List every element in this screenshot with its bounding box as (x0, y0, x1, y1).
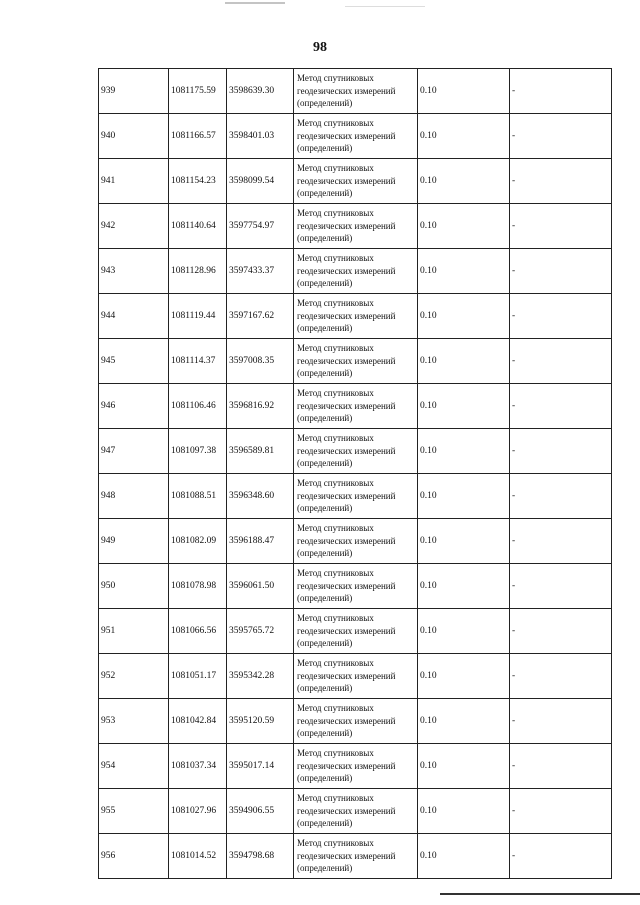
table-row (99, 429, 612, 474)
method-cell: Метод спутниковых геодезических измерений (определений) (294, 609, 418, 654)
x-coordinate-cell: 1081140.64 (169, 204, 227, 249)
note-cell: - (510, 519, 612, 564)
point-number-cell: 941 (99, 159, 169, 204)
y-coordinate-cell: 3597008.35 (227, 339, 294, 384)
method-cell: Метод спутниковых геодезических измерений (определений) (294, 114, 418, 159)
accuracy-cell: 0.10 (418, 834, 510, 879)
note-cell: - (510, 609, 612, 654)
y-coordinate-cell: 3595342.28 (227, 654, 294, 699)
table-row (99, 654, 612, 699)
table-row (99, 114, 612, 159)
note-cell: - (510, 339, 612, 384)
y-coordinate-cell: 3596589.81 (227, 429, 294, 474)
x-coordinate-cell: 1081166.57 (169, 114, 227, 159)
method-cell: Метод спутниковых геодезических измерений (определений) (294, 69, 418, 114)
note-cell: - (510, 789, 612, 834)
x-coordinate-cell: 1081106.46 (169, 384, 227, 429)
scan-artifact (225, 2, 285, 4)
method-cell: Метод спутниковых геодезических измерений (определений) (294, 339, 418, 384)
point-number-cell: 952 (99, 654, 169, 699)
x-coordinate-cell: 1081051.17 (169, 654, 227, 699)
point-number-cell: 950 (99, 564, 169, 609)
note-cell: - (510, 744, 612, 789)
note-cell: - (510, 834, 612, 879)
point-number-cell: 951 (99, 609, 169, 654)
y-coordinate-cell: 3594798.68 (227, 834, 294, 879)
method-cell: Метод спутниковых геодезических измерений (определений) (294, 294, 418, 339)
accuracy-cell: 0.10 (418, 789, 510, 834)
y-coordinate-cell: 3595120.59 (227, 699, 294, 744)
table-row (99, 609, 612, 654)
note-cell: - (510, 294, 612, 339)
point-number-cell: 940 (99, 114, 169, 159)
accuracy-cell: 0.10 (418, 159, 510, 204)
table-row (99, 249, 612, 294)
scan-artifact (345, 6, 425, 7)
point-number-cell: 955 (99, 789, 169, 834)
table-row (99, 204, 612, 249)
point-number-cell: 954 (99, 744, 169, 789)
accuracy-cell: 0.10 (418, 69, 510, 114)
y-coordinate-cell: 3596816.92 (227, 384, 294, 429)
accuracy-cell: 0.10 (418, 609, 510, 654)
method-cell: Метод спутниковых геодезических измерений (определений) (294, 654, 418, 699)
point-number-cell: 949 (99, 519, 169, 564)
method-cell: Метод спутниковых геодезических измерений (определений) (294, 789, 418, 834)
point-number-cell: 943 (99, 249, 169, 294)
x-coordinate-cell: 1081066.56 (169, 609, 227, 654)
x-coordinate-cell: 1081082.09 (169, 519, 227, 564)
y-coordinate-cell: 3595765.72 (227, 609, 294, 654)
note-cell: - (510, 564, 612, 609)
table-row (99, 789, 612, 834)
y-coordinate-cell: 3598401.03 (227, 114, 294, 159)
table-row (99, 699, 612, 744)
point-number-cell: 947 (99, 429, 169, 474)
accuracy-cell: 0.10 (418, 114, 510, 159)
method-cell: Метод спутниковых геодезических измерений (определений) (294, 474, 418, 519)
note-cell: - (510, 654, 612, 699)
note-cell: - (510, 204, 612, 249)
method-cell: Метод спутниковых геодезических измерений (определений) (294, 384, 418, 429)
point-number-cell: 956 (99, 834, 169, 879)
table-row (99, 744, 612, 789)
y-coordinate-cell: 3597167.62 (227, 294, 294, 339)
y-coordinate-cell: 3594906.55 (227, 789, 294, 834)
table-row (99, 159, 612, 204)
accuracy-cell: 0.10 (418, 564, 510, 609)
table-row (99, 474, 612, 519)
point-number-cell: 939 (99, 69, 169, 114)
table-row (99, 564, 612, 609)
point-number-cell: 944 (99, 294, 169, 339)
note-cell: - (510, 474, 612, 519)
coordinates-table (98, 68, 612, 879)
table-row (99, 384, 612, 429)
accuracy-cell: 0.10 (418, 384, 510, 429)
x-coordinate-cell: 1081128.96 (169, 249, 227, 294)
method-cell: Метод спутниковых геодезических измерений (определений) (294, 429, 418, 474)
point-number-cell: 948 (99, 474, 169, 519)
accuracy-cell: 0.10 (418, 654, 510, 699)
table-body (99, 69, 612, 879)
accuracy-cell: 0.10 (418, 294, 510, 339)
x-coordinate-cell: 1081088.51 (169, 474, 227, 519)
accuracy-cell: 0.10 (418, 339, 510, 384)
method-cell: Метод спутниковых геодезических измерений (определений) (294, 834, 418, 879)
method-cell: Метод спутниковых геодезических измерений (определений) (294, 564, 418, 609)
point-number-cell: 946 (99, 384, 169, 429)
method-cell: Метод спутниковых геодезических измерений (определений) (294, 519, 418, 564)
y-coordinate-cell: 3598639.30 (227, 69, 294, 114)
x-coordinate-cell: 1081114.37 (169, 339, 227, 384)
y-coordinate-cell: 3596188.47 (227, 519, 294, 564)
x-coordinate-cell: 1081037.34 (169, 744, 227, 789)
note-cell: - (510, 384, 612, 429)
x-coordinate-cell: 1081014.52 (169, 834, 227, 879)
y-coordinate-cell: 3598099.54 (227, 159, 294, 204)
table-row (99, 834, 612, 879)
x-coordinate-cell: 1081175.59 (169, 69, 227, 114)
method-cell: Метод спутниковых геодезических измерений (определений) (294, 204, 418, 249)
method-cell: Метод спутниковых геодезических измерений (определений) (294, 249, 418, 294)
table-row (99, 339, 612, 384)
note-cell: - (510, 249, 612, 294)
x-coordinate-cell: 1081042.84 (169, 699, 227, 744)
x-coordinate-cell: 1081027.96 (169, 789, 227, 834)
accuracy-cell: 0.10 (418, 204, 510, 249)
x-coordinate-cell: 1081097.38 (169, 429, 227, 474)
method-cell: Метод спутниковых геодезических измерений (определений) (294, 744, 418, 789)
table-row (99, 519, 612, 564)
method-cell: Метод спутниковых геодезических измерений (определений) (294, 699, 418, 744)
note-cell: - (510, 429, 612, 474)
x-coordinate-cell: 1081154.23 (169, 159, 227, 204)
accuracy-cell: 0.10 (418, 519, 510, 564)
accuracy-cell: 0.10 (418, 474, 510, 519)
page-number: 98 (313, 40, 327, 55)
point-number-cell: 945 (99, 339, 169, 384)
x-coordinate-cell: 1081119.44 (169, 294, 227, 339)
note-cell: - (510, 159, 612, 204)
y-coordinate-cell: 3597754.97 (227, 204, 294, 249)
y-coordinate-cell: 3597433.37 (227, 249, 294, 294)
point-number-cell: 953 (99, 699, 169, 744)
x-coordinate-cell: 1081078.98 (169, 564, 227, 609)
point-number-cell: 942 (99, 204, 169, 249)
table-row (99, 294, 612, 339)
scan-edge-line (440, 893, 640, 895)
y-coordinate-cell: 3595017.14 (227, 744, 294, 789)
note-cell: - (510, 699, 612, 744)
method-cell: Метод спутниковых геодезических измерений (определений) (294, 159, 418, 204)
table-row (99, 69, 612, 114)
note-cell: - (510, 69, 612, 114)
note-cell: - (510, 114, 612, 159)
y-coordinate-cell: 3596061.50 (227, 564, 294, 609)
accuracy-cell: 0.10 (418, 699, 510, 744)
accuracy-cell: 0.10 (418, 429, 510, 474)
y-coordinate-cell: 3596348.60 (227, 474, 294, 519)
accuracy-cell: 0.10 (418, 744, 510, 789)
accuracy-cell: 0.10 (418, 249, 510, 294)
